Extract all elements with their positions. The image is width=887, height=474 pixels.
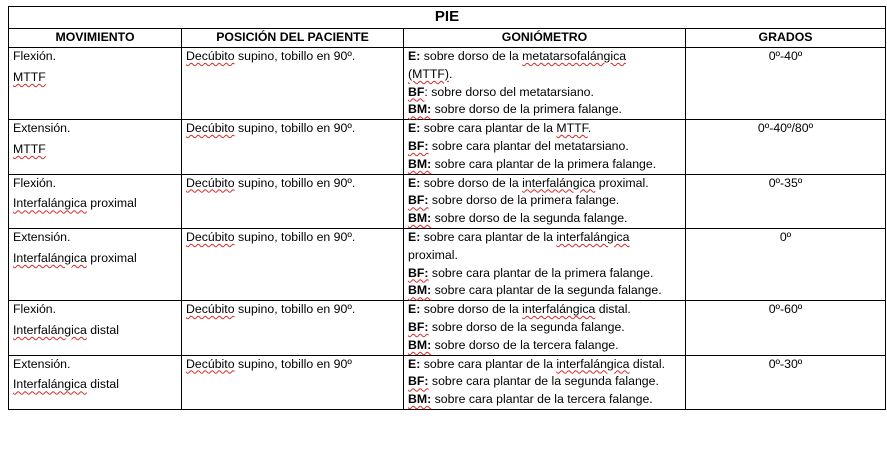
table-row xyxy=(9,48,886,120)
position-word: Decúbito xyxy=(186,229,235,244)
e-text-tail: . xyxy=(448,66,453,81)
movement-name: Extensión. xyxy=(13,229,71,244)
bf-text: sobre dorso de la segunda falange. xyxy=(428,319,625,334)
joint-name: MTTF xyxy=(13,141,46,156)
goniometro-cell xyxy=(404,120,686,174)
bf-text: sobre dorso de la primera falange. xyxy=(428,193,620,208)
position-word: Decúbito xyxy=(186,302,235,317)
header-movimiento: MOVIMIENTO xyxy=(9,29,182,48)
posicion-cell xyxy=(182,228,404,300)
goniometro-cell xyxy=(404,48,686,120)
e-text-end: proximal. xyxy=(595,175,649,190)
e-label: E: xyxy=(408,175,421,190)
grados-cell: 0º-40º xyxy=(686,48,886,120)
bm-text: sobre cara plantar de la segunda falange. xyxy=(431,283,662,298)
e-label: E: xyxy=(408,302,421,317)
table-row xyxy=(9,355,886,409)
goniometro-cell xyxy=(404,174,686,228)
movement-name: Flexión. xyxy=(13,49,57,63)
bm-text: sobre dorso de la tercera falange. xyxy=(431,337,619,352)
movement-name: Extensión. xyxy=(13,356,71,371)
bm-label: BM: xyxy=(408,156,432,171)
grados-cell: 0º-60º xyxy=(686,301,886,355)
e-label: E: xyxy=(408,229,421,244)
position-word: Decúbito xyxy=(186,356,235,371)
joint-name: Interfalángica xyxy=(13,322,87,337)
position-text: supino, tobillo en 90º. xyxy=(234,49,356,63)
goniometro-cell xyxy=(404,301,686,355)
header-posicion: POSICIÓN DEL PACIENTE xyxy=(182,29,404,48)
joint-name: MTTF xyxy=(13,69,46,84)
e-label: E: xyxy=(408,49,421,63)
grados-cell: 0º-40º/80º xyxy=(686,120,886,174)
e-text-end: distal. xyxy=(595,302,631,317)
bf-label: BF: xyxy=(408,265,429,280)
bf-label: BF: xyxy=(408,193,429,208)
bm-label: BM: xyxy=(408,283,432,298)
posicion-cell xyxy=(182,48,404,120)
bm-label: BM: xyxy=(408,392,432,407)
e-term-abbr: (MTTF) xyxy=(408,66,449,81)
bm-label: BM: xyxy=(408,102,432,117)
posicion-cell xyxy=(182,301,404,355)
e-label: E: xyxy=(408,356,421,371)
bf-label: BF xyxy=(408,84,425,99)
e-text: sobre cara plantar de la xyxy=(420,121,557,136)
joint-qualifier: distal xyxy=(86,322,119,337)
e-text: sobre cara plantar de la xyxy=(420,356,557,371)
position-text: supino, tobillo en 90º. xyxy=(234,229,356,244)
header-grados: GRADOS xyxy=(686,29,886,48)
movimiento-cell xyxy=(9,48,182,120)
bm-label: BM: xyxy=(408,337,432,352)
joint-qualifier: distal xyxy=(86,377,119,392)
position-text: supino, tobillo en 90º xyxy=(234,356,352,371)
bf-label: BF: xyxy=(408,374,429,389)
e-term: interfalángica xyxy=(522,175,596,190)
e-text-end: proximal. xyxy=(408,247,458,262)
title-row xyxy=(9,7,886,29)
bm-text: sobre dorso de la primera falange. xyxy=(431,102,622,117)
movimiento-cell xyxy=(9,228,182,300)
movimiento-cell xyxy=(9,120,182,174)
position-word: Decúbito xyxy=(186,175,235,190)
goniometry-table xyxy=(8,6,886,410)
bf-text: sobre cara plantar de la primera falange. xyxy=(428,265,654,280)
table-row xyxy=(9,120,886,174)
position-word: Decúbito xyxy=(186,121,235,136)
bf-label: BF: xyxy=(408,138,429,153)
e-label: E: xyxy=(408,121,421,136)
position-text: supino, tobillo en 90º. xyxy=(234,121,356,136)
e-text: sobre cara plantar de la xyxy=(420,229,557,244)
movement-name: Extensión. xyxy=(13,121,71,136)
goniometro-cell xyxy=(404,355,686,409)
header-row xyxy=(9,29,886,48)
posicion-cell xyxy=(182,120,404,174)
table-row xyxy=(9,174,886,228)
joint-qualifier: proximal xyxy=(86,250,137,265)
bf-label: BF: xyxy=(408,319,429,334)
e-term: interfalángica xyxy=(556,356,630,371)
movement-name: Flexión. xyxy=(13,302,57,317)
e-term: interfalángica xyxy=(556,229,630,244)
e-text-end: . xyxy=(587,121,592,136)
bm-text: sobre cara plantar de la primera falange. xyxy=(431,156,657,171)
e-term: metatarsofalángica xyxy=(522,49,627,63)
bm-label: BM: xyxy=(408,211,432,226)
joint-name: Interfalángica xyxy=(13,250,87,265)
grados-cell: 0º xyxy=(686,228,886,300)
joint-name: Interfalángica xyxy=(13,196,87,211)
joint-qualifier: proximal xyxy=(86,196,137,211)
e-text: sobre dorso de la xyxy=(420,302,523,317)
movimiento-cell xyxy=(9,174,182,228)
goniometro-cell xyxy=(404,228,686,300)
table-row xyxy=(9,228,886,300)
joint-name: Interfalángica xyxy=(13,377,87,392)
e-text-end: distal. xyxy=(629,356,666,371)
bf-text: sobre cara plantar de la segunda falange. xyxy=(428,374,659,389)
document-page xyxy=(8,6,885,410)
table-title: PIE xyxy=(9,7,886,29)
bf-text: sobre cara plantar del metatarsiano. xyxy=(428,138,629,153)
position-text: supino, tobillo en 90º. xyxy=(234,175,356,190)
grados-cell: 0º-35º xyxy=(686,174,886,228)
movimiento-cell xyxy=(9,355,182,409)
movimiento-cell xyxy=(9,301,182,355)
position-word: Decúbito xyxy=(186,49,235,63)
position-text: supino, tobillo en 90º. xyxy=(234,302,356,317)
bm-text: sobre cara plantar de la tercera falange. xyxy=(431,392,653,407)
movement-name: Flexión. xyxy=(13,175,57,190)
e-text: sobre dorso de la xyxy=(420,49,523,63)
posicion-cell xyxy=(182,355,404,409)
posicion-cell xyxy=(182,174,404,228)
table-row xyxy=(9,301,886,355)
bm-text: sobre dorso de la segunda falange. xyxy=(431,211,628,226)
bf-text: : sobre dorso del metatarsiano. xyxy=(424,84,594,99)
e-term: interfalángica xyxy=(522,302,596,317)
e-term: MTTF xyxy=(556,121,588,136)
header-goniometro: GONIÓMETRO xyxy=(404,29,686,48)
grados-cell: 0º-30º xyxy=(686,355,886,409)
e-text: sobre dorso de la xyxy=(420,175,523,190)
